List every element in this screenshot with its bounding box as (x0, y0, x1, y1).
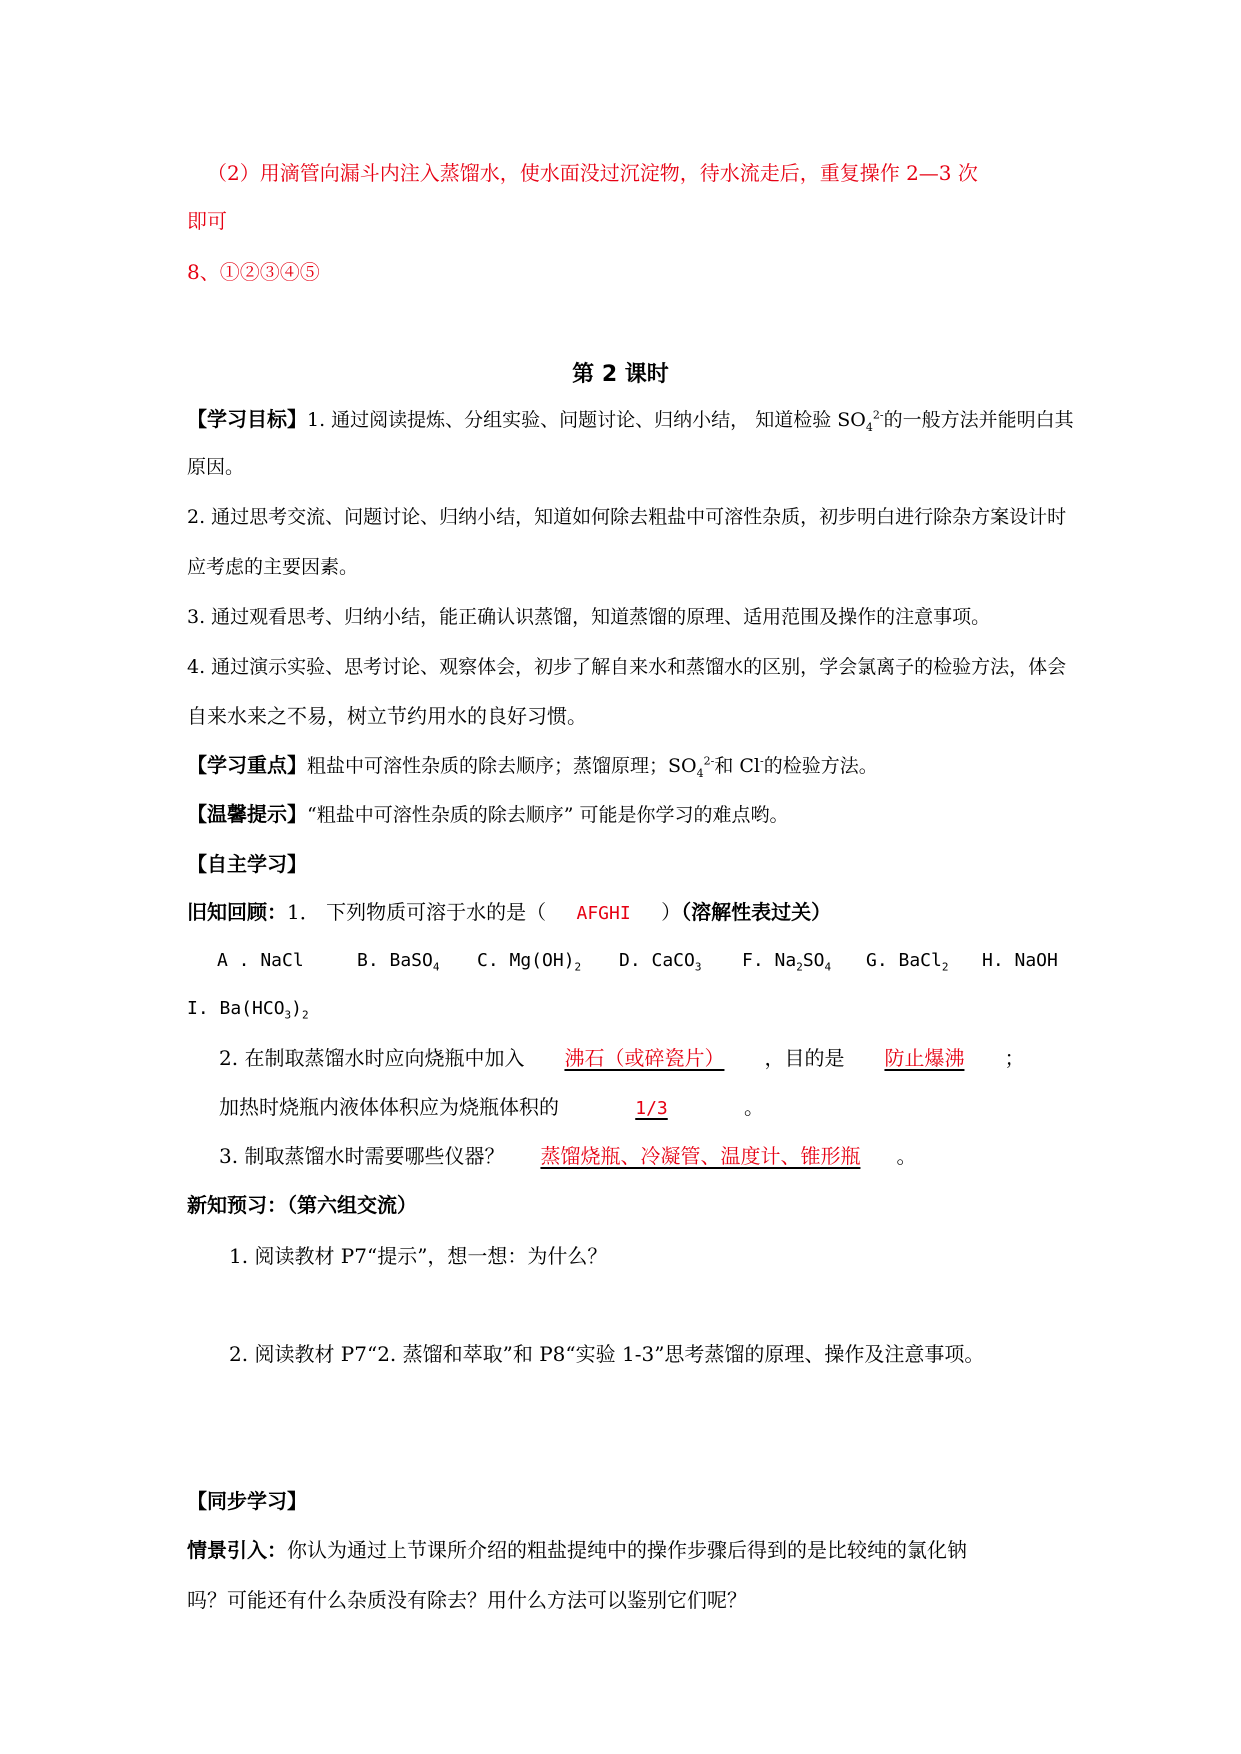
option-g: G. BaCl$_2$ (866, 950, 949, 974)
learning-goals-2b: 应考虑的主要因素。 (187, 556, 359, 578)
review-question-3: 3. 制取蒸馏水时需要哪些仪器？ 蒸馏烧瓶、冷凝管、温度计、锥形瓶 。 (219, 1144, 917, 1168)
sync-study-label: 【同步学习】 (187, 1489, 307, 1513)
warm-tip: 【温馨提示】“粗盐中可溶性杂质的除去顺序” 可能是你学习的难点哟。 (187, 802, 789, 826)
q1-answer: AFGHI (576, 903, 631, 924)
option-h: H. NaOH (982, 950, 1058, 971)
learning-goals-3: 3. 通过观看思考、归纳小结，能正确认识蒸馏，知道蒸馏的原理、适用范围及操作的注意事项。 (187, 606, 991, 628)
answer-line-2: 即可 (187, 209, 227, 233)
learning-goals-1b: 原因。 (187, 456, 245, 478)
option-i: I. $Ba(HCO_3)_2$ (187, 998, 309, 1022)
review-label: 旧知回顾： (187, 900, 287, 924)
answer-line-3: 8、①②③④⑤ (187, 260, 320, 284)
option-a: A . NaCl (217, 950, 304, 971)
option-b: B. BaSO$_4$ (357, 950, 440, 974)
review-question-2b: 加热时烧瓶内液体体积应为烧瓶体积的 1/3 。 (219, 1093, 764, 1123)
self-study-label: 【自主学习】 (187, 852, 307, 876)
learning-goals-2a: 2. 通过思考交流、问题讨论、归纳小结，知道如何除去粗盐中可溶性杂质，初步明白进行除杂方案设计时 (187, 506, 1067, 528)
review-question-1: 旧知回顾：1． 下列物质可溶于水的是（ AFGHI ）（溶解性表过关） (187, 898, 831, 928)
warm-tip-label: 【温馨提示】 (187, 802, 307, 826)
option-f: F. $Na_2SO_4$ (742, 950, 832, 974)
learning-goals-1: 【学习目标】1. 通过阅读提炼、分组实验、问题讨论、归纳小结， 知道检验 $SO_4^{2-}$的一般方法并能明白其 (187, 407, 1074, 434)
key-points-label: 【学习重点】 (187, 753, 307, 777)
learning-goals-4a: 4. 通过演示实验、思考讨论、观察体会，初步了解自来水和蒸馏水的区别，学会氯离子的检验方法，体会 (187, 656, 1067, 678)
scenario-intro-label: 情景引入： (187, 1538, 287, 1562)
preview-item-2: 2. 阅读教材 P7“2. 蒸馏和萃取”和 P8“实验 1-3”思考蒸馏的原理、操作及注意事项。 (229, 1342, 985, 1366)
key-points: 【学习重点】粗盐中可溶性杂质的除去顺序；蒸馏原理；$SO_4^{2-}$和 Cl-的检验方法。 (187, 753, 878, 780)
scenario-intro-1: 情景引入：你认为通过上节课所介绍的粗盐提纯中的操作步骤后得到的是比较纯的氯化钠 (187, 1538, 967, 1562)
q2-answer-blank-1: 沸石（或碎瓷片） (564, 1046, 725, 1070)
learning-goals-4b: 自来水来之不易，树立节约用水的良好习惯。 (187, 704, 587, 728)
preview-label: 新知预习：（第六组交流） (187, 1193, 417, 1217)
q2-answer-blank-2: 防止爆沸 (884, 1046, 965, 1070)
answer-line-1: （2）用滴管向漏斗内注入蒸馏水，使水面没过沉淀物，待水流走后，重复操作 2—3 次 (207, 161, 978, 185)
option-c: C. $Mg(OH)_2$ (477, 950, 582, 974)
q2b-answer-blank: 1/3 (635, 1098, 668, 1119)
scenario-intro-2: 吗？可能还有什么杂质没有除去？用什么方法可以鉴别它们呢？ (187, 1588, 747, 1612)
preview-item-1: 1. 阅读教材 P7“提示”，想一想：为什么？ (229, 1244, 608, 1268)
review-question-2: 2. 在制取蒸馏水时应向烧瓶中加入 沸石（或碎瓷片） ，目的是 防止爆沸 ； (219, 1046, 1025, 1070)
option-d: D. CaCO$_3$ (619, 950, 702, 974)
q3-answer-blank: 蒸馏烧瓶、冷凝管、温度计、锥形瓶 (540, 1144, 861, 1168)
learning-goals-label: 【学习目标】 (187, 407, 307, 431)
lesson-title: 第 2 课时 (572, 362, 669, 387)
